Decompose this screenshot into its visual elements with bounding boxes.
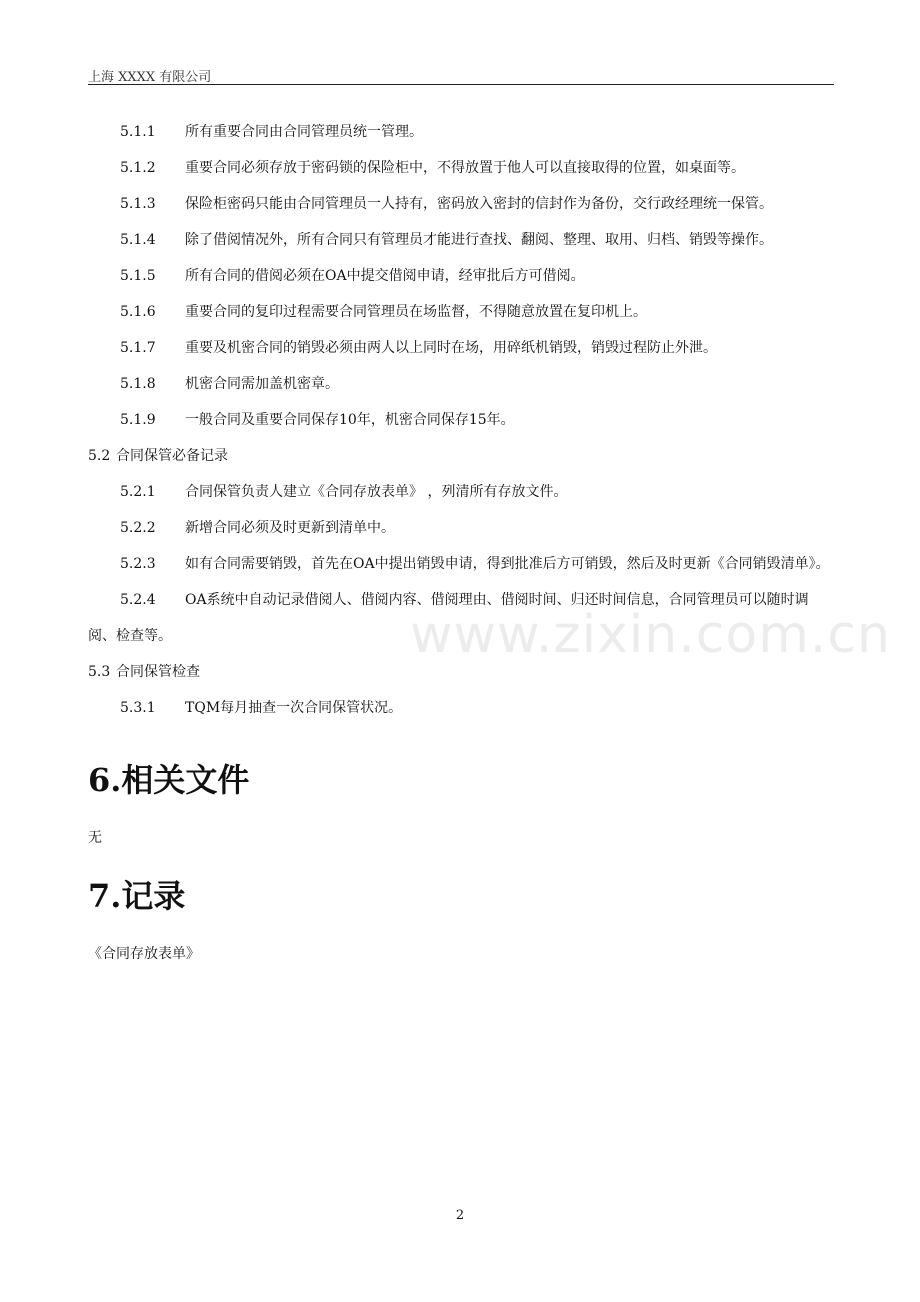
clause-5-2-2 xyxy=(88,510,834,546)
records-body: 《合同存放表单》 xyxy=(88,946,200,962)
clause-number: 5.1.8 xyxy=(120,376,156,392)
clause-number: 5.3.1 xyxy=(120,700,156,716)
section-number: 5.2 xyxy=(88,448,111,464)
clause-5-1-9 xyxy=(88,402,834,438)
clause-5-1-3 xyxy=(88,186,834,222)
clause-5-2-3 xyxy=(88,546,834,582)
page-number: 2 xyxy=(455,1208,465,1223)
section-5-3-heading xyxy=(88,654,834,690)
clause-text: 一般合同及重要合同保存10年，机密合同保存15年。 xyxy=(185,412,515,428)
clause-number: 5.1.9 xyxy=(120,412,156,428)
clause-5-1-4 xyxy=(88,222,834,258)
clause-5-1-7 xyxy=(88,330,834,366)
clause-text: 所有合同的借阅必须在OA中提交借阅申请，经审批后方可借阅。 xyxy=(185,268,585,284)
clause-text: 重要及机密合同的销毁必须由两人以上同时在场，用碎纸机销毁，销毁过程防止外泄。 xyxy=(185,340,717,356)
clause-number: 5.2.1 xyxy=(120,484,156,500)
clause-text: 所有重要合同由合同管理员统一管理。 xyxy=(185,124,423,140)
clause-number: 5.1.6 xyxy=(120,304,156,320)
section-5-2-heading xyxy=(88,438,834,474)
clause-number: 5.1.2 xyxy=(120,160,156,176)
clause-number: 5.2.4 xyxy=(120,592,156,608)
clause-text: 如有合同需要销毁，首先在OA中提出销毁申请，得到批准后方可销毁，然后及时更新《合同销毁清单》。 xyxy=(185,556,830,572)
clause-text: TQM每月抽查一次合同保管状况。 xyxy=(185,700,403,716)
clause-5-1-8 xyxy=(88,366,834,402)
spacer xyxy=(88,856,834,876)
clause-5-3-1 xyxy=(88,690,834,726)
clause-number: 5.2.3 xyxy=(120,556,156,572)
spacer xyxy=(88,916,834,936)
clause-text: OA系统中自动记录借阅人、借阅内容、借阅理由、借阅时间、归还时间信息，合同管理员可以随时调阅、检查等。 xyxy=(88,592,809,644)
clause-number: 5.1.4 xyxy=(120,232,156,248)
clause-text: 新增合同必须及时更新到清单中。 xyxy=(185,520,395,536)
clause-text: 重要合同必须存放于密码锁的保险柜中，不得放置于他人可以直接取得的位置，如桌面等。 xyxy=(185,160,745,176)
section-number: 5.3 xyxy=(88,664,111,680)
section-title: 合同保管检查 xyxy=(116,664,200,680)
clause-text: 合同保管负责人建立《合同存放表单》 ，列清所有存放文件。 xyxy=(185,484,568,500)
document-body xyxy=(88,114,834,972)
spacer xyxy=(88,726,834,760)
clause-text: 除了借阅情况外，所有合同只有管理员才能进行查找、翻阅、整理、取用、归档、销毁等操作。 xyxy=(185,232,773,248)
clause-text: 保险柜密码只能由合同管理员一人持有，密码放入密封的信封作为备份，交行政经理统一保管。 xyxy=(185,196,773,212)
page-header-company: 上海 XXXX 有限公司 xyxy=(88,70,212,85)
heading-records: 7.记录 xyxy=(88,877,186,915)
related-documents-body: 无 xyxy=(88,830,102,846)
clause-number: 5.2.2 xyxy=(120,520,156,536)
clause-5-1-5 xyxy=(88,258,834,294)
header-divider xyxy=(88,84,834,85)
clause-5-2-1 xyxy=(88,474,834,510)
clause-5-1-2 xyxy=(88,150,834,186)
section-title: 合同保管必备记录 xyxy=(116,448,228,464)
watermark: www.zixin.com.cn xyxy=(410,605,891,665)
clause-number: 5.1.1 xyxy=(120,124,156,140)
clause-number: 5.1.3 xyxy=(120,196,156,212)
clause-number: 5.1.7 xyxy=(120,340,156,356)
clause-5-2-4 xyxy=(88,582,834,654)
clause-number: 5.1.5 xyxy=(120,268,156,284)
spacer xyxy=(88,800,834,820)
clause-5-1-6 xyxy=(88,294,834,330)
clause-text: 重要合同的复印过程需要合同管理员在场监督，不得随意放置在复印机上。 xyxy=(185,304,647,320)
heading-related-documents: 6.相关文件 xyxy=(88,761,250,799)
clause-text: 机密合同需加盖机密章。 xyxy=(185,376,339,392)
clause-5-1-1 xyxy=(88,114,834,150)
